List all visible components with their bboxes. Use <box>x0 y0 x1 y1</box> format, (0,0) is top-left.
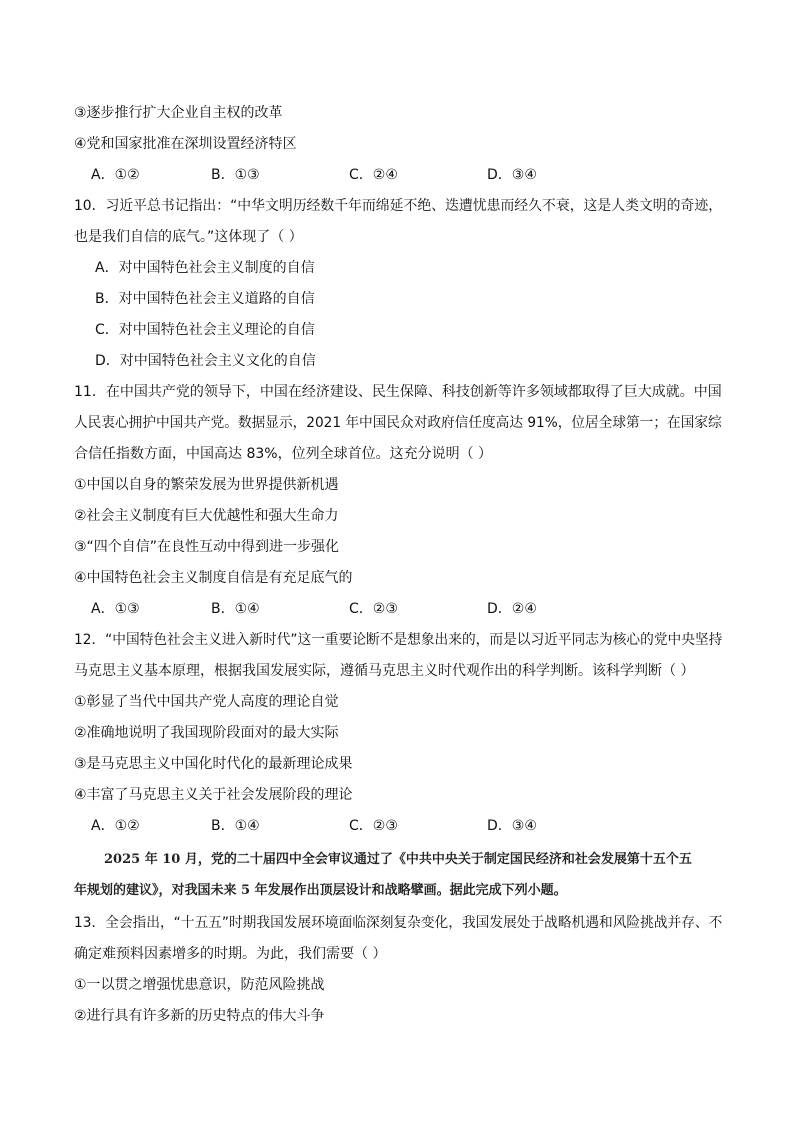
q10-option-a: A．对中国特色社会主义制度的自信 <box>95 260 315 276</box>
q11-statement-3: ③“四个自信”在良性互动中得到进一步强化 <box>74 539 340 555</box>
q9-option-d: D．③④ <box>487 167 537 183</box>
q13-statement-2: ②进行具有许多新的历史特点的伟大斗争 <box>74 1008 325 1024</box>
q12-statement-2: ②准确地说明了我国现阶段面对的最大实际 <box>74 725 339 741</box>
q10-stem-line-2: 也是我们自信的底气。”这体现了（ ） <box>74 229 303 245</box>
q12-statement-1: ①彰显了当代中国共产党人高度的理论自觉 <box>74 694 339 710</box>
material-intro-line-1: 2025 年 10 月，党的二十届四中全会审议通过了《中共中央关于制定国民经济和社会发展第十五个五 <box>104 852 692 867</box>
q13-stem-line-1: 13．全会指出，“十五五”时期我国发展环境面临深刻复杂变化，我国发展处于战略机遇和风险挑战并存、不 <box>74 915 723 931</box>
q12-option-c: C．②③ <box>349 818 398 834</box>
q10-stem-line-1: 10．习近平总书记指出：“中华文明历经数千年而绵延不绝、迭遭忧患而经久不衰，这是人类文明的奇迹， <box>74 198 723 214</box>
q10-option-d: D．对中国特色社会主义文化的自信 <box>95 353 316 369</box>
q10-option-b: B．对中国特色社会主义道路的自信 <box>95 291 315 307</box>
q11-stem-line-3: 合信任指数方面，中国高达 83%，位列全球首位。这充分说明（ ） <box>74 446 493 462</box>
q9-statement-3: ③逐步推行扩大企业自主权的改革 <box>74 105 283 121</box>
q9-statement-4: ④党和国家批准在深圳设置经济特区 <box>74 136 297 152</box>
q13-statement-1: ①一以贯之增强忧患意识，防范风险挑战 <box>74 977 325 993</box>
q12-statement-3: ③是马克思主义中国化时代化的最新理论成果 <box>74 756 353 772</box>
q11-statement-2: ②社会主义制度有巨大优越性和强大生命力 <box>74 508 339 524</box>
q11-stem-line-2: 人民衷心拥护中国共产党。数据显示，2021 年中国民众对政府信任度高达 91%，位居全球第一；在国家综 <box>74 415 722 431</box>
q11-statement-1: ①中国以自身的繁荣发展为世界提供新机遇 <box>74 477 339 493</box>
q12-option-a: A．①② <box>91 818 140 834</box>
material-intro-line-2: 年规划的建议》，对我国未来 5 年发展作出顶层设计和战略擘画。据此完成下列小题。 <box>74 883 567 898</box>
q11-options <box>91 599 731 619</box>
q10-option-c: C．对中国特色社会主义理论的自信 <box>95 322 315 338</box>
q12-stem-line-2: 马克思主义基本原理，根据我国发展实际，遵循马克思主义时代观作出的科学判断。该科学判断（ ） <box>74 663 695 679</box>
q12-options <box>91 816 731 836</box>
q12-option-b: B．①④ <box>211 818 260 834</box>
q9-option-c: C．②④ <box>349 167 398 183</box>
q9-options <box>91 165 731 185</box>
q11-option-c: C．②③ <box>349 601 398 617</box>
q12-statement-4: ④丰富了马克思主义关于社会发展阶段的理论 <box>74 787 353 803</box>
q12-option-d: D．③④ <box>487 818 537 834</box>
q13-stem-line-2: 确定难预料因素增多的时期。为此，我们需要（ ） <box>74 946 387 962</box>
q9-option-b: B．①③ <box>211 167 260 183</box>
q11-stem-line-1: 11．在中国共产党的领导下，中国在经济建设、民生保障、科技创新等许多领域都取得了巨大成就。中国 <box>74 384 722 400</box>
q11-option-a: A．①③ <box>91 601 140 617</box>
q11-option-b: B．①④ <box>211 601 260 617</box>
q11-statement-4: ④中国特色社会主义制度自信是有充足底气的 <box>74 570 353 586</box>
q9-option-a: A．①② <box>91 167 140 183</box>
q12-stem-line-1: 12．“中国特色社会主义进入新时代”这一重要论断不是想象出来的，而是以习近平同志为核心的党中央坚持 <box>74 632 723 648</box>
q11-option-d: D．②④ <box>487 601 537 617</box>
